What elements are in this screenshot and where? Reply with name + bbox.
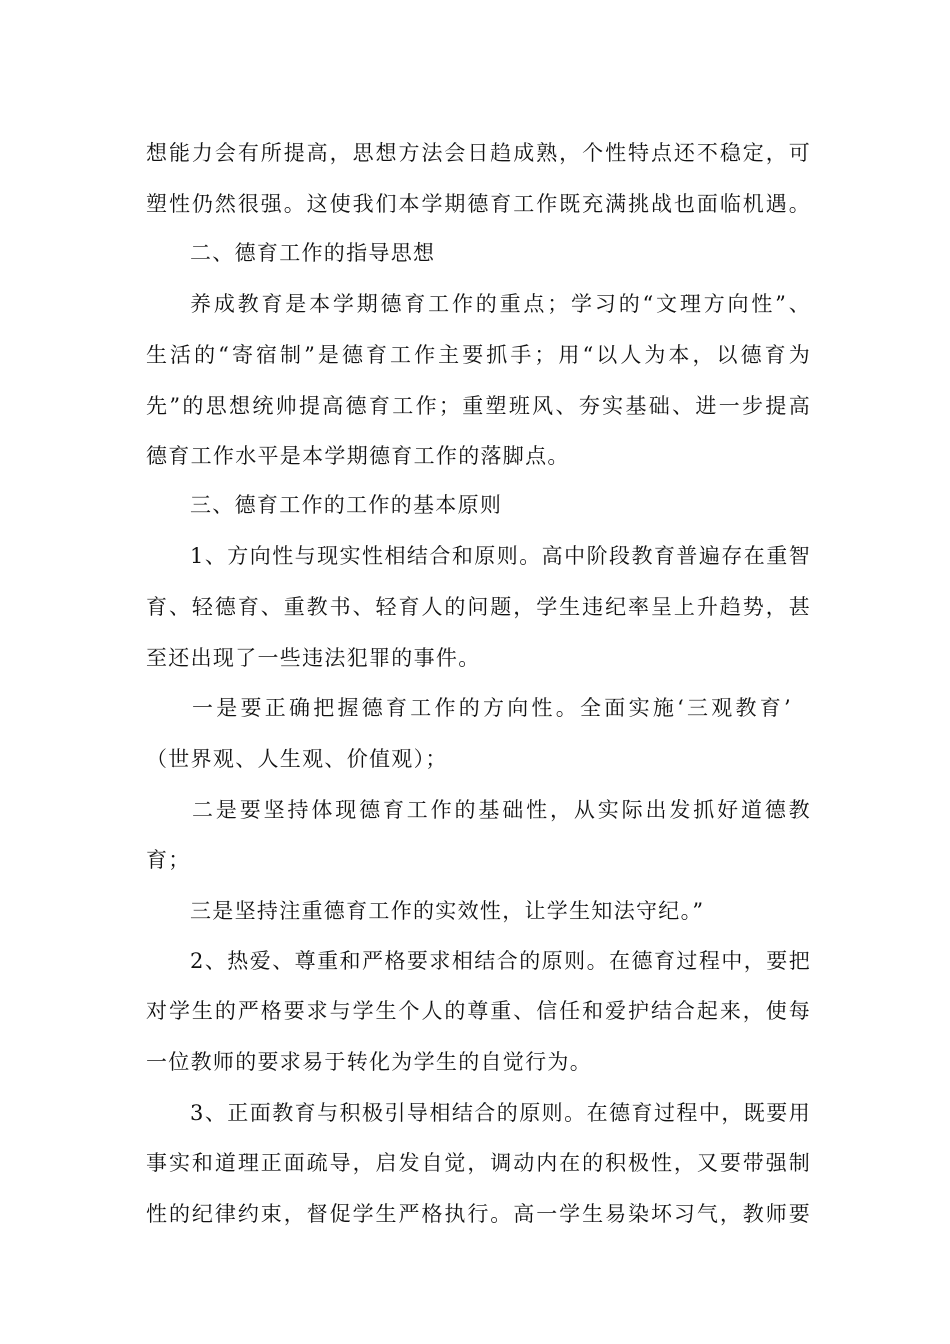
text-line: 至还出现了一些违法犯罪的事件。: [146, 646, 481, 670]
text-line: 想能力会有所提高，思想方法会日趋成熟，个性特点还不稳定，可: [146, 141, 811, 165]
text-line: 养成教育是本学期德育工作的重点；学习的“文理方向性”、: [190, 292, 811, 316]
text-line: 3、正面教育与积极引导相结合的原则。在德育过程中，既要用: [190, 1101, 811, 1125]
text-line: 先”的思想统帅提高德育工作；重塑班风、夯实基础、进一步提高: [146, 394, 811, 418]
text-line: 塑性仍然很强。这使我们本学期德育工作既充满挑战也面临机遇。: [146, 192, 811, 216]
text-line: 德育工作水平是本学期德育工作的落脚点。: [146, 444, 570, 468]
section-heading-3: 三、德育工作的工作的基本原则: [190, 493, 503, 517]
text-line: （世界观、人生观、价值观）；: [146, 747, 448, 771]
text-line: 二是要坚持体现德育工作的基础性，从实际出发抓好道德教: [192, 798, 811, 822]
text-line: 事实和道理正面疏导，启发自觉，调动内在的积极性，又要带强制: [146, 1151, 811, 1175]
text-line: 三是坚持注重德育工作的实效性，让学生知法守纪。”: [190, 899, 705, 923]
text-line: 一是要正确把握德育工作的方向性。全面实施‘三观教育’: [192, 696, 792, 720]
text-line: 育、轻德育、重教书、轻育人的问题，学生违纪率呈上升趋势，甚: [146, 595, 811, 619]
text-line: 2、热爱、尊重和严格要求相结合的原则。在德育过程中，要把: [190, 949, 811, 973]
text-line: 生活的“寄宿制”是德育工作主要抓手；用“以人为本，以德育为: [146, 343, 811, 367]
section-heading-2: 二、德育工作的指导思想: [190, 241, 436, 265]
text-line: 对学生的严格要求与学生个人的尊重、信任和爱护结合起来，使每: [146, 999, 811, 1023]
text-line: 性的纪律约束，督促学生严格执行。高一学生易染坏习气，教师要: [146, 1202, 811, 1226]
text-line: 一位教师的要求易于转化为学生的自觉行为。: [146, 1050, 592, 1074]
text-line: 1、方向性与现实性相结合和原则。高中阶段教育普遍存在重智: [190, 544, 811, 568]
text-line: 育；: [146, 848, 191, 872]
